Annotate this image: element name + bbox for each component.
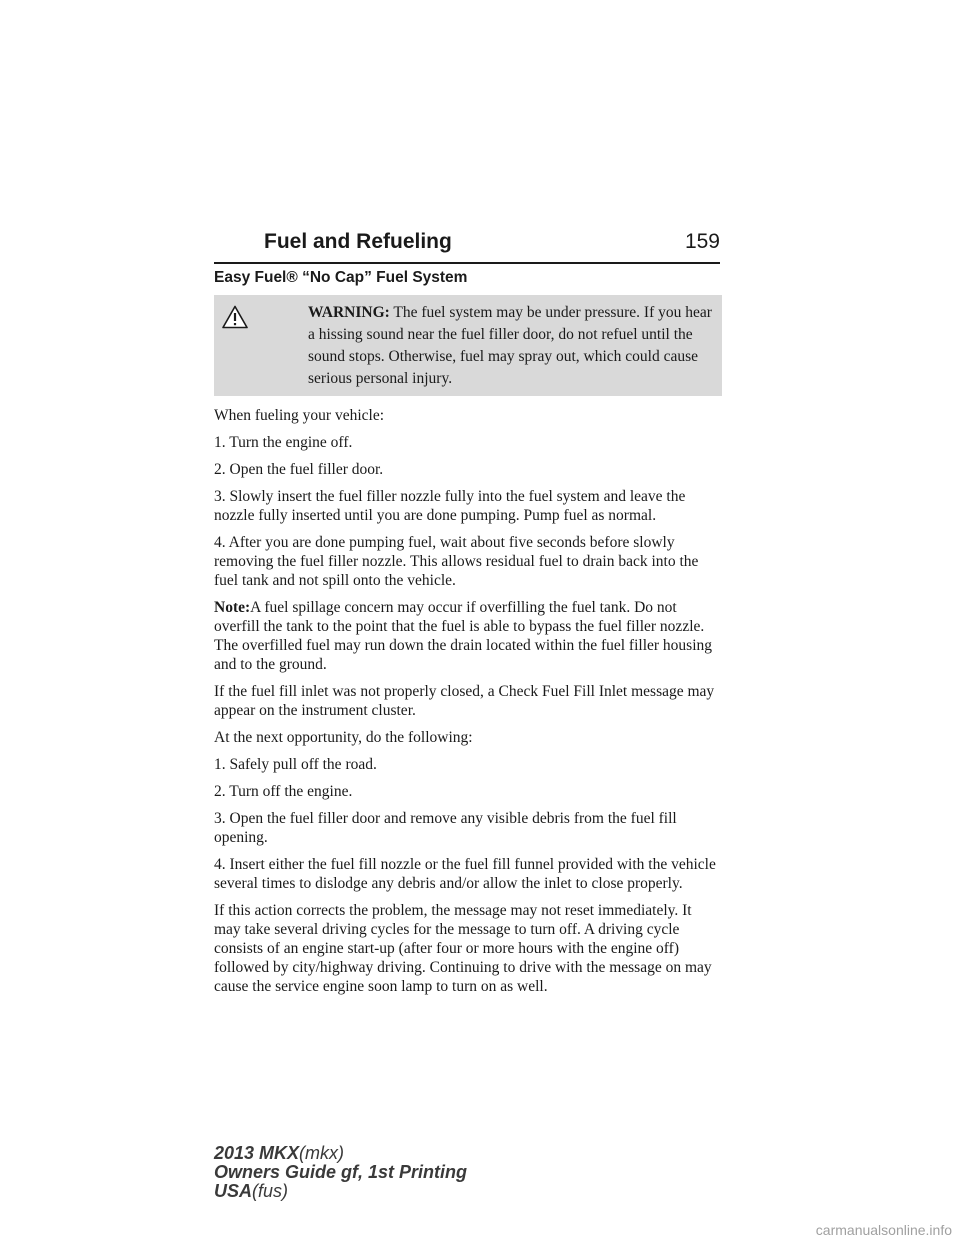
page-header bbox=[214, 226, 720, 262]
footer-model: 2013 MKX bbox=[214, 1143, 300, 1163]
warning-text: The fuel system may be under pressure. If you hear a hissing sound near the fuel filler door, do not refuel until the sound stops. Otherwise, fuel may spray out, which could cause serious personal injury. bbox=[308, 304, 712, 387]
warning-label: WARNING: bbox=[308, 304, 390, 321]
chapter-title: Fuel and Refueling bbox=[264, 230, 452, 253]
fueling-step-3: 3. Slowly insert the fuel filler nozzle fully into the fuel system and leave the nozzle fully inserted until you are done pumping. Pump fuel as normal. bbox=[214, 488, 686, 524]
watermark: carmanualsonline.info bbox=[815, 1222, 952, 1238]
warning-triangle-icon bbox=[222, 305, 248, 329]
fueling-step-4: 4. After you are done pumping fuel, wait about five seconds before slowly removing the fuel filler nozzle. This allows residual fuel to drain back into the fuel tank and not spill onto the vehicle. bbox=[214, 534, 699, 589]
footer-region: USA bbox=[214, 1181, 253, 1201]
inlet-step-2: 2. Turn off the engine. bbox=[214, 783, 353, 800]
fueling-step-1: 1. Turn the engine off. bbox=[214, 434, 353, 451]
note-paragraph bbox=[214, 598, 722, 674]
inlet-paragraph: If the fuel fill inlet was not properly closed, a Check Fuel Fill Inlet message may appear on the instrument cluster. bbox=[214, 683, 715, 719]
final-paragraph: If this action corrects the problem, the message may not reset immediately. It may take several driving cycles for the message to turn off. A driving cycle consists of an engine start-up (after four or more hours with the engine off) followed by city/highway driving. Continuing to drive with the message on may cause the service engine soon lamp to turn on as well. bbox=[214, 902, 712, 995]
note-text: A fuel spillage concern may occur if overfilling the fuel tank. Do not overfill the tank to the point that the fuel is able to bypass the fuel filler nozzle. The overfilled fuel may run down the drain located within the fuel filler housing and to the ground. bbox=[214, 599, 713, 673]
warning-box bbox=[214, 295, 722, 396]
footer-guide: Owners Guide gf, 1st Printing bbox=[214, 1162, 468, 1182]
footer-line-2 bbox=[214, 1163, 467, 1182]
inlet-step-1: 1. Safely pull off the road. bbox=[214, 756, 377, 773]
header-divider bbox=[214, 262, 720, 264]
fueling-step-2: 2. Open the fuel filler door. bbox=[214, 461, 384, 478]
next-opportunity-paragraph: At the next opportunity, do the following: bbox=[214, 729, 473, 746]
page-number: 159 bbox=[684, 230, 720, 253]
page-content bbox=[214, 268, 722, 1004]
inlet-step-4: 4. Insert either the fuel fill nozzle or the fuel fill funnel provided with the vehicle several times to dislodge any debris and/or allow the inlet to close properly. bbox=[214, 856, 716, 892]
inlet-step-3: 3. Open the fuel filler door and remove any visible debris from the fuel fill opening. bbox=[214, 810, 677, 846]
footer-model-code: (mkx) bbox=[299, 1143, 345, 1163]
footer-region-code: (fus) bbox=[252, 1181, 289, 1201]
page-footer bbox=[214, 1144, 467, 1201]
warning-text-block bbox=[214, 302, 716, 390]
intro-paragraph: When fueling your vehicle: bbox=[214, 407, 385, 424]
footer-line-3 bbox=[214, 1182, 467, 1201]
section-heading: Easy Fuel® “No Cap” Fuel System bbox=[214, 269, 468, 286]
footer-line-1 bbox=[214, 1144, 467, 1163]
note-label: Note: bbox=[214, 599, 251, 616]
